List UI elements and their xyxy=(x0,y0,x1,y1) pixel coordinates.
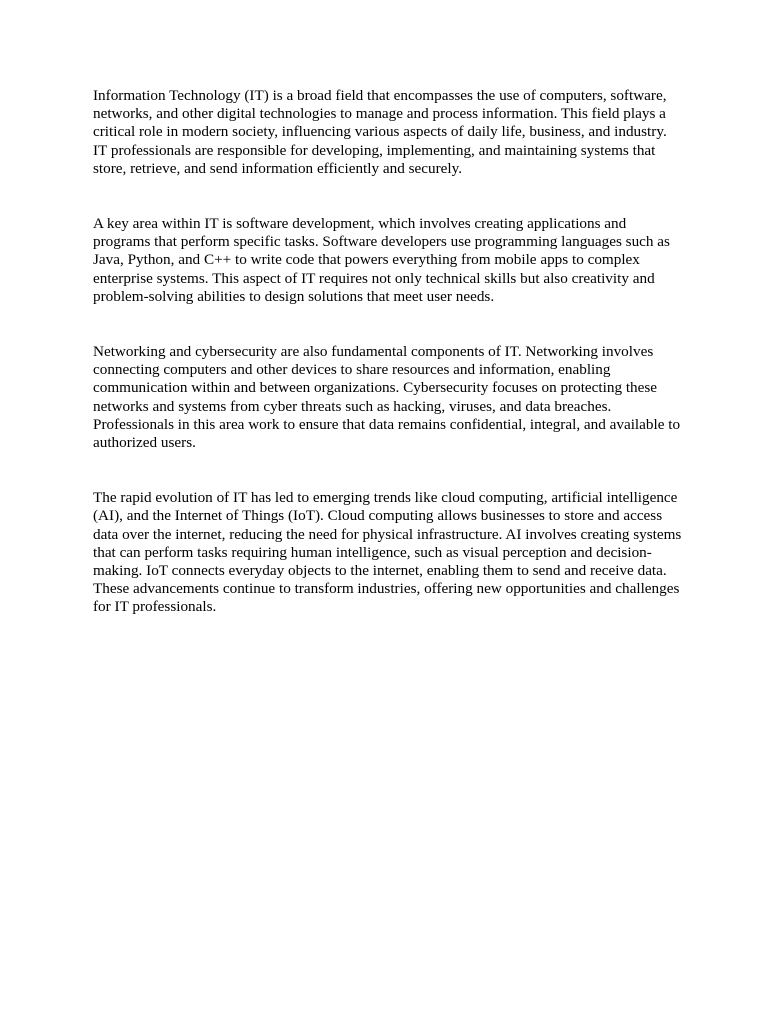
paragraph-networking-cybersecurity: Networking and cybersecurity are also fundamental components of IT. Networking involves connecting computers and other devices to share resources and information, enabling communication within and between organizations. Cybersecurity focuses on protecting these networks and systems from cyber threats such as hacking, viruses, and data breaches. Professionals in this area work to ensure that data remains confidential, integral, and available to authorized users. xyxy=(93,343,681,452)
paragraph-it-overview: Information Technology (IT) is a broad field that encompasses the use of computers, software, networks, and other digital technologies to manage and process information. This field plays a critical role in modern society, influencing various aspects of daily life, business, and industry. IT professionals are responsible for developing, implementing, and maintaining systems that store, retrieve, and send information efficiently and securely. xyxy=(93,87,667,177)
paragraph-emerging-trends: The rapid evolution of IT has led to emerging trends like cloud computing, artificial intelligence (AI), and the Internet of Things (IoT). Cloud computing allows businesses to store and access data over the internet, reducing the need for physical infrastructure. AI involves creating systems that can perform tasks requiring human intelligence, such as visual perception and decision-making. IoT connects everyday objects to the internet, enabling them to send and receive data. These advancements continue to transform industries, offering new opportunities and challenges for IT professionals. xyxy=(93,489,682,616)
paragraph-software-development: A key area within IT is software development, which involves creating applications and programs that perform specific tasks. Software developers use programming languages such as Java, Python, and C++ to write code that powers everything from mobile apps to complex enterprise systems. This aspect of IT requires not only technical skills but also creativity and problem-solving abilities to design solutions that meet user needs. xyxy=(93,215,670,305)
document-body xyxy=(93,87,683,617)
